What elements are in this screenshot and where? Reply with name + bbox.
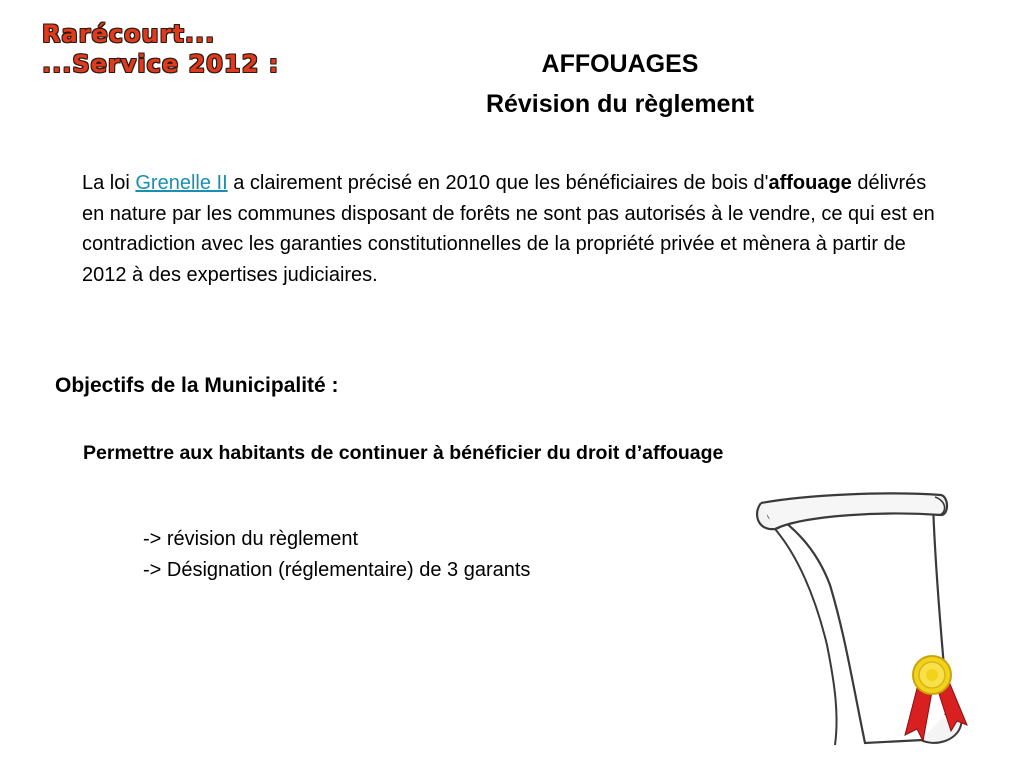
intro-text-2: a clairement précisé en 2010 que les bénéficiaires de bois d' [227, 172, 769, 194]
grenelle-link[interactable]: Grenelle II [135, 172, 228, 194]
logo-line-1: Rarécourt... [42, 20, 216, 48]
intro-bold-term: affouage [768, 172, 852, 194]
action-item: -> Désignation (réglementaire) de 3 garants [143, 559, 531, 581]
page-subtitle: Révision du règlement [485, 90, 755, 118]
page-title: AFFOUAGES [541, 50, 699, 78]
actions-list [143, 524, 530, 586]
intro-paragraph [82, 168, 942, 290]
objectives-heading: Objectifs de la Municipalité : [55, 374, 339, 397]
logo-line-2: ...Service 2012 : [42, 50, 280, 78]
mission-statement: Permettre aux habitants de continuer à bénéficier du droit d’affouage [83, 442, 724, 464]
intro-text-1: La loi [82, 172, 136, 194]
parchment-scroll-icon [735, 485, 975, 755]
action-item: -> révision du règlement [143, 528, 359, 550]
intro-text-3: délivrés en nature par les communes disposant de forêts ne sont pas autorisés à le vendre, ce qui est en contradiction avec les garanties constitutionnelles de la propriété privée et mènera à partir de 2012 à des expertises judiciaires. [82, 172, 935, 286]
logo [40, 20, 280, 90]
